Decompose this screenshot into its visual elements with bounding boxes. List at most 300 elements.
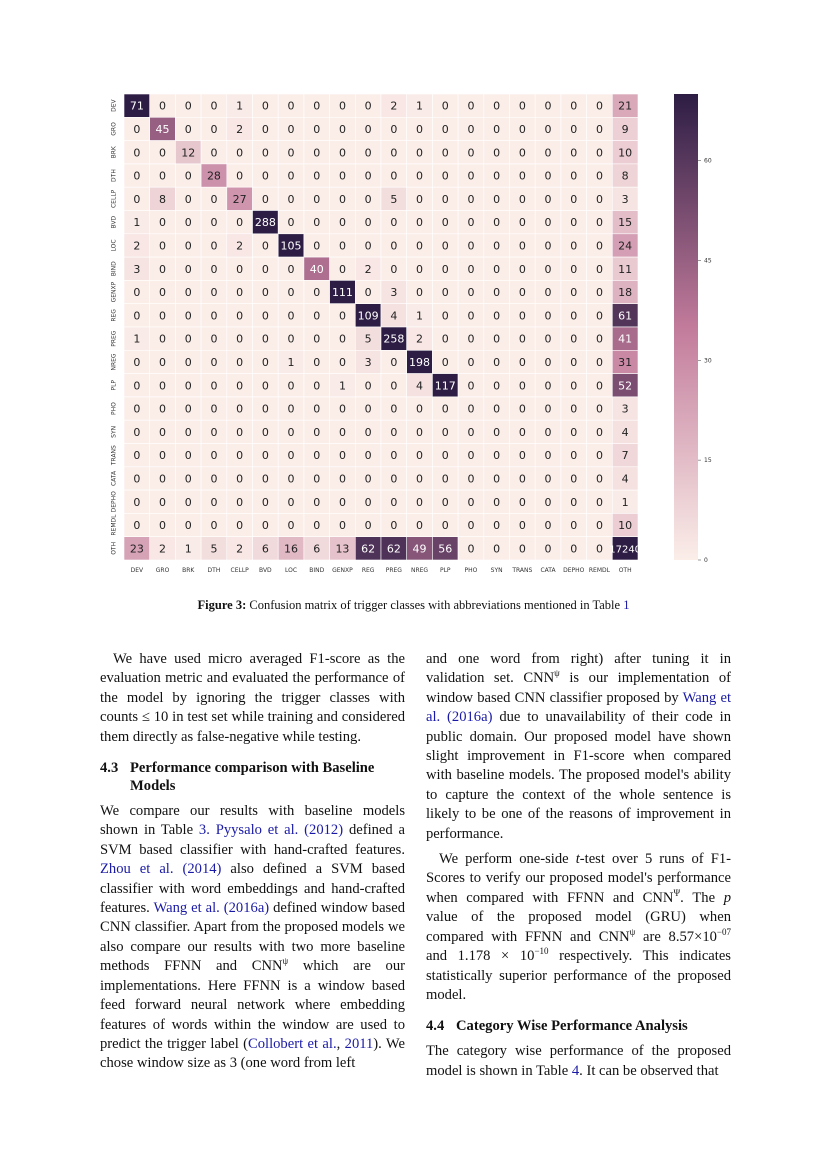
- cell-value-label: 0: [184, 519, 192, 533]
- col-tick-label: OTH: [618, 567, 632, 574]
- cell-value-label: 4: [416, 379, 424, 393]
- cell-value-label: 0: [210, 146, 218, 160]
- cell-value-label: 0: [236, 216, 244, 230]
- cell-value-label: 3: [621, 192, 629, 206]
- cell-value-label: 3: [390, 286, 398, 300]
- cell-value-label: 27: [232, 192, 247, 206]
- cell-value-label: 0: [390, 216, 398, 230]
- citation-pyysalo-year[interactable]: (2012): [304, 822, 344, 839]
- col-tick-label: LOC: [285, 567, 298, 574]
- citation-collobert-year[interactable]: 2011: [344, 1035, 374, 1052]
- cell-value-label: 0: [570, 216, 578, 230]
- cell-value-label: 0: [236, 449, 244, 463]
- cell-value-label: 0: [287, 146, 295, 160]
- cell-value-label: 0: [467, 332, 475, 346]
- cell-value-label: 0: [159, 425, 167, 439]
- cell-value-label: 0: [236, 355, 244, 369]
- cell-value-label: 0: [493, 379, 501, 393]
- cell-value-label: 0: [236, 519, 244, 533]
- cell-value-label: 0: [467, 262, 475, 276]
- cell-value-label: 24: [618, 239, 633, 253]
- cell-value-label: 10: [618, 519, 633, 533]
- cell-value-label: 0: [159, 216, 167, 230]
- cell-value-label: 0: [595, 542, 603, 556]
- cell-value-label: 0: [338, 425, 346, 439]
- cell-value-label: 0: [364, 519, 372, 533]
- cell-value-label: 0: [364, 169, 372, 183]
- cell-value-label: 0: [544, 355, 552, 369]
- cell-value-label: 0: [184, 379, 192, 393]
- cell-value-label: 0: [595, 286, 603, 300]
- row-tick-label: PLP: [110, 379, 118, 391]
- cell-value-label: 1: [416, 309, 424, 323]
- cell-value-label: 0: [210, 216, 218, 230]
- cell-value-label: 0: [570, 425, 578, 439]
- cell-value-label: 0: [595, 169, 603, 183]
- citation-wang[interactable]: Wang et al.: [153, 900, 220, 917]
- cell-value-label: 0: [467, 192, 475, 206]
- cell-value-label: 0: [416, 519, 424, 533]
- cell-value-label: 0: [261, 449, 269, 463]
- cell-value-label: 0: [133, 425, 141, 439]
- cell-value-label: 0: [210, 402, 218, 416]
- cell-value-label: 0: [261, 495, 269, 509]
- cell-value-label: 0: [441, 309, 449, 323]
- colorbar-tick-label: 15: [704, 457, 712, 465]
- cell-value-label: 0: [518, 519, 526, 533]
- cell-value-label: 0: [184, 449, 192, 463]
- cell-value-label: 0: [159, 332, 167, 346]
- cell-value-label: 0: [184, 99, 192, 113]
- row-tick-label: CATA: [110, 470, 118, 487]
- cell-value-label: 0: [416, 449, 424, 463]
- cell-value-label: 0: [261, 262, 269, 276]
- confusion-matrix-heatmap: [100, 88, 740, 588]
- citation-zhou-year[interactable]: (2014): [182, 861, 222, 878]
- cell-value-label: 0: [467, 169, 475, 183]
- cell-value-label: 0: [287, 519, 295, 533]
- cell-value-label: 0: [261, 286, 269, 300]
- cell-value-label: 3: [364, 355, 372, 369]
- cell-value-label: 0: [210, 425, 218, 439]
- cell-value-label: 0: [159, 309, 167, 323]
- col-tick-label: TRANS: [512, 567, 533, 574]
- cell-value-label: 0: [416, 286, 424, 300]
- cell-value-label: 0: [210, 99, 218, 113]
- cell-value-label: 0: [261, 519, 269, 533]
- cell-value-label: 0: [133, 379, 141, 393]
- cell-value-label: 7: [621, 449, 629, 463]
- colorbar-tick-label: 60: [704, 157, 712, 165]
- cell-value-label: 0: [338, 332, 346, 346]
- cell-value-label: 8: [159, 192, 167, 206]
- cell-value-label: 0: [261, 99, 269, 113]
- col-tick-label: BRK: [182, 567, 195, 574]
- cell-value-label: 0: [467, 542, 475, 556]
- cell-value-label: 4: [621, 425, 629, 439]
- cell-value-label: 0: [416, 169, 424, 183]
- colorbar-tick-label: 30: [704, 357, 712, 365]
- cell-value-label: 0: [467, 239, 475, 253]
- cell-value-label: 0: [570, 286, 578, 300]
- cell-value-label: 0: [441, 449, 449, 463]
- cell-value-label: 0: [390, 519, 398, 533]
- cell-value-label: 0: [133, 286, 141, 300]
- cell-value-label: 0: [595, 192, 603, 206]
- col-tick-label: DEV: [130, 567, 144, 574]
- cell-value-label: 0: [210, 286, 218, 300]
- cell-value-label: 0: [441, 146, 449, 160]
- cell-value-label: 0: [493, 122, 501, 136]
- cell-value-label: 0: [570, 355, 578, 369]
- citation-collobert[interactable]: Collobert et al.: [248, 1035, 337, 1052]
- colorbar-tick-label: 45: [704, 257, 712, 265]
- cell-value-label: 0: [364, 286, 372, 300]
- cell-value-label: 0: [467, 472, 475, 486]
- cell-value-label: 0: [595, 122, 603, 136]
- table-3-link[interactable]: 3.: [198, 822, 210, 839]
- cell-value-label: 0: [544, 379, 552, 393]
- cell-value-label: 0: [518, 332, 526, 346]
- cell-value-label: 0: [261, 239, 269, 253]
- cell-value-label: 0: [570, 99, 578, 113]
- section-heading-4-3: 4.3 Performance comparison with Baseline Models: [100, 760, 375, 795]
- cell-value-label: 0: [493, 309, 501, 323]
- cell-value-label: 0: [544, 262, 552, 276]
- cell-value-label: 0: [313, 239, 321, 253]
- cell-value-label: 0: [313, 519, 321, 533]
- cell-value-label: 5: [210, 542, 218, 556]
- colorbar-tick-label: 0: [704, 557, 708, 564]
- cell-value-label: 0: [313, 169, 321, 183]
- cell-value-label: 0: [184, 239, 192, 253]
- cell-value-label: 0: [467, 122, 475, 136]
- cell-value-label: 0: [210, 239, 218, 253]
- cell-value-label: 0: [441, 425, 449, 439]
- cell-value-label: 0: [570, 192, 578, 206]
- cell-value-label: 0: [159, 355, 167, 369]
- col-tick-label: DEPHO: [563, 567, 585, 574]
- row-tick-label: GRO: [110, 122, 118, 136]
- citation-wang-year[interactable]: (2016a): [223, 900, 270, 917]
- cell-value-label: 0: [493, 472, 501, 486]
- cell-value-label: 16: [284, 542, 299, 556]
- cell-value-label: 0: [133, 472, 141, 486]
- cell-value-label: 0: [287, 495, 295, 509]
- cell-value-label: 0: [544, 309, 552, 323]
- cell-value-label: 3: [133, 262, 141, 276]
- cell-value-label: 0: [467, 99, 475, 113]
- cell-value-label: 0: [184, 402, 192, 416]
- cell-value-label: 1: [236, 99, 244, 113]
- row-tick-label: GENXP: [110, 281, 118, 303]
- cell-value-label: 0: [338, 262, 346, 276]
- cell-value-label: 0: [467, 309, 475, 323]
- col-tick-label: GRO: [155, 567, 170, 574]
- cell-value-label: 0: [159, 402, 167, 416]
- cell-value-label: 0: [390, 425, 398, 439]
- cell-value-label: 0: [261, 402, 269, 416]
- cell-value-label: 0: [390, 239, 398, 253]
- cell-value-label: 0: [441, 169, 449, 183]
- cell-value-label: 0: [493, 402, 501, 416]
- cell-value-label: 0: [159, 169, 167, 183]
- citation-zhou[interactable]: Zhou et al.: [100, 861, 174, 878]
- cell-value-label: 0: [518, 402, 526, 416]
- cell-value-label: 0: [210, 262, 218, 276]
- cell-value-label: 0: [210, 355, 218, 369]
- cell-value-label: 0: [570, 542, 578, 556]
- cell-value-label: 0: [518, 146, 526, 160]
- cell-value-label: 0: [159, 472, 167, 486]
- cell-value-label: 0: [159, 99, 167, 113]
- cell-value-label: 0: [493, 542, 501, 556]
- cell-value-label: 0: [236, 379, 244, 393]
- cell-value-label: 0: [261, 122, 269, 136]
- cell-value-label: 0: [210, 332, 218, 346]
- cell-value-label: 0: [261, 309, 269, 323]
- cell-value-label: 0: [184, 495, 192, 509]
- cell-value-label: 0: [518, 169, 526, 183]
- cell-value-label: 0: [159, 495, 167, 509]
- cell-value-label: 15: [618, 216, 633, 230]
- cell-value-label: 0: [287, 449, 295, 463]
- cell-value-label: 0: [261, 192, 269, 206]
- cell-value-label: 0: [236, 332, 244, 346]
- cell-value-label: 0: [595, 379, 603, 393]
- citation-wang-2016a[interactable]: Wang et al. (2016a): [426, 689, 732, 726]
- cell-value-label: 0: [364, 122, 372, 136]
- cell-value-label: 6: [261, 542, 269, 556]
- cell-value-label: 0: [493, 355, 501, 369]
- cell-value-label: 0: [441, 355, 449, 369]
- cell-value-label: 0: [287, 262, 295, 276]
- cell-value-label: 0: [338, 146, 346, 160]
- cell-value-label: 0: [518, 286, 526, 300]
- cell-value-label: 0: [133, 402, 141, 416]
- cell-value-label: 0: [390, 262, 398, 276]
- cell-value-label: 0: [159, 262, 167, 276]
- cell-value-label: 0: [313, 355, 321, 369]
- cell-value-label: 2: [236, 542, 244, 556]
- cell-value-label: 0: [518, 192, 526, 206]
- cell-value-label: 0: [133, 449, 141, 463]
- cell-value-label: 0: [518, 379, 526, 393]
- cell-value-label: 0: [133, 192, 141, 206]
- cell-value-label: 0: [210, 449, 218, 463]
- cell-value-label: 0: [184, 169, 192, 183]
- row-tick-label: PHO: [110, 402, 118, 415]
- cell-value-label: 0: [364, 402, 372, 416]
- col-tick-label: DTH: [207, 567, 221, 574]
- left-paragraph-2: We compare our results with baseline models shown in Table 3. Pyysalo et al. (2012) defined a SVM based classifier with hand-crafted features. Zhou et al. (2014) also defined a SVM based classifier with word embeddings and hand-crafted features. Wang et al. (2016a) defined window based CNN classifier. Apart from the proposed models we also compare our results with two more baseline methods FFNN and $CNN^\psi$ which are our implementations. Here FFNN is a window based feed forward neural network where embedding features of words within the window are used to predict the trigger label (Collobert et al., 2011). We chose window size as 3 (one word from left: [100, 803, 406, 1072]
- row-tick-label: DTH: [110, 169, 118, 182]
- cell-value-label: 0: [467, 449, 475, 463]
- cell-value-label: 0: [595, 146, 603, 160]
- cell-value-label: 0: [184, 122, 192, 136]
- cell-value-label: 0: [390, 122, 398, 136]
- cell-value-label: 0: [595, 309, 603, 323]
- cell-value-label: 0: [493, 216, 501, 230]
- cell-value-label: 0: [493, 332, 501, 346]
- cell-value-label: 3: [621, 402, 629, 416]
- cell-value-label: 0: [261, 169, 269, 183]
- cell-value-label: 0: [416, 262, 424, 276]
- cell-value-label: 0: [313, 332, 321, 346]
- cell-value-label: 0: [313, 99, 321, 113]
- cell-value-label: 0: [287, 192, 295, 206]
- cell-value-label: 0: [595, 449, 603, 463]
- cell-value-label: 40: [309, 262, 324, 276]
- cell-value-label: 0: [236, 262, 244, 276]
- cell-value-label: 0: [133, 495, 141, 509]
- cell-value-label: 0: [518, 216, 526, 230]
- cell-value-label: 0: [287, 425, 295, 439]
- colorbar: [674, 94, 698, 560]
- cell-value-label: 0: [313, 192, 321, 206]
- cell-value-label: 0: [184, 472, 192, 486]
- cell-value-label: 61: [618, 309, 633, 323]
- cell-value-label: 0: [544, 402, 552, 416]
- cell-value-label: 2: [236, 239, 244, 253]
- cell-value-label: 2: [159, 542, 167, 556]
- cell-value-label: 0: [493, 99, 501, 113]
- cell-value-label: 0: [184, 425, 192, 439]
- cell-value-label: 0: [595, 495, 603, 509]
- cell-value-label: 0: [595, 425, 603, 439]
- cell-value-label: 0: [313, 449, 321, 463]
- cell-value-label: 0: [236, 425, 244, 439]
- cell-value-label: 0: [570, 239, 578, 253]
- cell-value-label: 0: [467, 379, 475, 393]
- col-tick-label: PHO: [464, 567, 478, 574]
- cell-value-label: 0: [287, 472, 295, 486]
- row-tick-label: NREG: [110, 353, 118, 371]
- cell-value-label: 0: [595, 519, 603, 533]
- col-tick-label: BIND: [309, 567, 325, 574]
- cell-value-label: 0: [493, 449, 501, 463]
- cell-value-label: 0: [518, 425, 526, 439]
- cell-value-label: 5: [390, 192, 398, 206]
- cell-value-label: 5: [364, 332, 372, 346]
- cell-value-label: 0: [236, 495, 244, 509]
- cell-value-label: 0: [570, 519, 578, 533]
- cell-value-label: 0: [441, 402, 449, 416]
- table-4-link[interactable]: 4: [571, 1062, 580, 1079]
- cell-value-label: 0: [416, 425, 424, 439]
- cell-value-label: 0: [570, 169, 578, 183]
- cell-value-label: 0: [236, 472, 244, 486]
- cell-value-label: 0: [184, 332, 192, 346]
- cell-value-label: 0: [441, 239, 449, 253]
- cell-value-label: 0: [313, 216, 321, 230]
- cell-value-label: 0: [236, 169, 244, 183]
- cell-value-label: 0: [441, 216, 449, 230]
- right-paragraph-1: and one word from right) after tuning it in validation set. $CNN^\psi$ is our implementation of window based CNN classifier proposed by Wang et al. (2016a) due to unavailability of their code in public domain. Our proposed model have shown slight improvement in F1-score when compared with baseline models. The proposed model's ability to capture the context of the whole sentence is likely to be one of the reasons of improvement in performance.: [426, 651, 732, 842]
- col-tick-label: REMDL: [588, 567, 611, 574]
- cell-value-label: 2: [416, 332, 424, 346]
- cell-value-label: 45: [155, 122, 170, 136]
- cell-value-label: 0: [493, 286, 501, 300]
- cell-value-label: 0: [210, 519, 218, 533]
- cell-value-label: 0: [261, 355, 269, 369]
- cell-value-label: 0: [544, 192, 552, 206]
- cell-value-label: 0: [518, 239, 526, 253]
- cell-value-label: 0: [133, 146, 141, 160]
- cell-value-label: 28: [206, 169, 221, 183]
- cell-value-label: 0: [544, 332, 552, 346]
- cell-value-label: 0: [210, 122, 218, 136]
- cell-value-label: 0: [133, 519, 141, 533]
- cell-value-label: 0: [390, 355, 398, 369]
- cell-value-label: 0: [287, 216, 295, 230]
- cell-value-label: 0: [236, 146, 244, 160]
- cell-value-label: 0: [261, 332, 269, 346]
- cell-value-label: 1: [338, 379, 346, 393]
- cell-value-label: 1: [416, 99, 424, 113]
- cell-value-label: 0: [313, 146, 321, 160]
- cell-value-label: 0: [493, 425, 501, 439]
- cell-value-label: 0: [570, 262, 578, 276]
- cell-value-label: 0: [184, 262, 192, 276]
- cell-value-label: 0: [518, 99, 526, 113]
- cell-value-label: 0: [364, 216, 372, 230]
- cell-value-label: 0: [287, 169, 295, 183]
- cell-value-label: 0: [390, 379, 398, 393]
- cell-value-label: 0: [544, 239, 552, 253]
- cell-value-label: 0: [467, 425, 475, 439]
- cell-value-label: 0: [390, 495, 398, 509]
- cell-value-label: 0: [544, 449, 552, 463]
- cell-value-label: 0: [210, 192, 218, 206]
- cell-value-label: 56: [438, 542, 453, 556]
- cell-value-label: 0: [467, 402, 475, 416]
- cell-value-label: 0: [570, 449, 578, 463]
- cell-value-label: 0: [416, 402, 424, 416]
- cell-value-label: 0: [338, 519, 346, 533]
- row-tick-label: SYN: [110, 425, 118, 438]
- cell-value-label: 0: [313, 402, 321, 416]
- col-tick-label: PREG: [385, 567, 402, 574]
- cell-value-label: 10: [618, 146, 633, 160]
- cell-value-label: 0: [133, 355, 141, 369]
- cell-value-label: 12: [181, 146, 196, 160]
- cell-value-label: 23: [129, 542, 144, 556]
- cell-value-label: 0: [261, 379, 269, 393]
- cell-value-label: 0: [544, 99, 552, 113]
- cell-value-label: 0: [390, 146, 398, 160]
- cell-value-label: 0: [544, 519, 552, 533]
- cell-value-label: 18: [618, 286, 633, 300]
- cell-value-label: 0: [313, 472, 321, 486]
- row-tick-label: DEPHO: [110, 491, 118, 513]
- citation-pyysalo[interactable]: Pyysalo et al.: [215, 822, 299, 839]
- cell-value-label: 0: [416, 472, 424, 486]
- cell-value-label: 0: [544, 542, 552, 556]
- cell-value-label: 9: [621, 122, 629, 136]
- col-tick-label: NREG: [410, 567, 429, 574]
- cell-value-label: 0: [133, 169, 141, 183]
- cell-value-label: 0: [595, 239, 603, 253]
- caption-table-ref[interactable]: 1: [623, 598, 630, 612]
- cell-value-label: 0: [287, 286, 295, 300]
- cell-value-label: 0: [390, 402, 398, 416]
- cell-value-label: 109: [357, 309, 379, 323]
- section-heading-4-4: 4.4 Category Wise Performance Analysis: [426, 1018, 688, 1035]
- cell-value-label: 0: [287, 379, 295, 393]
- cell-value-label: 0: [595, 472, 603, 486]
- cell-value-label: 62: [361, 542, 376, 556]
